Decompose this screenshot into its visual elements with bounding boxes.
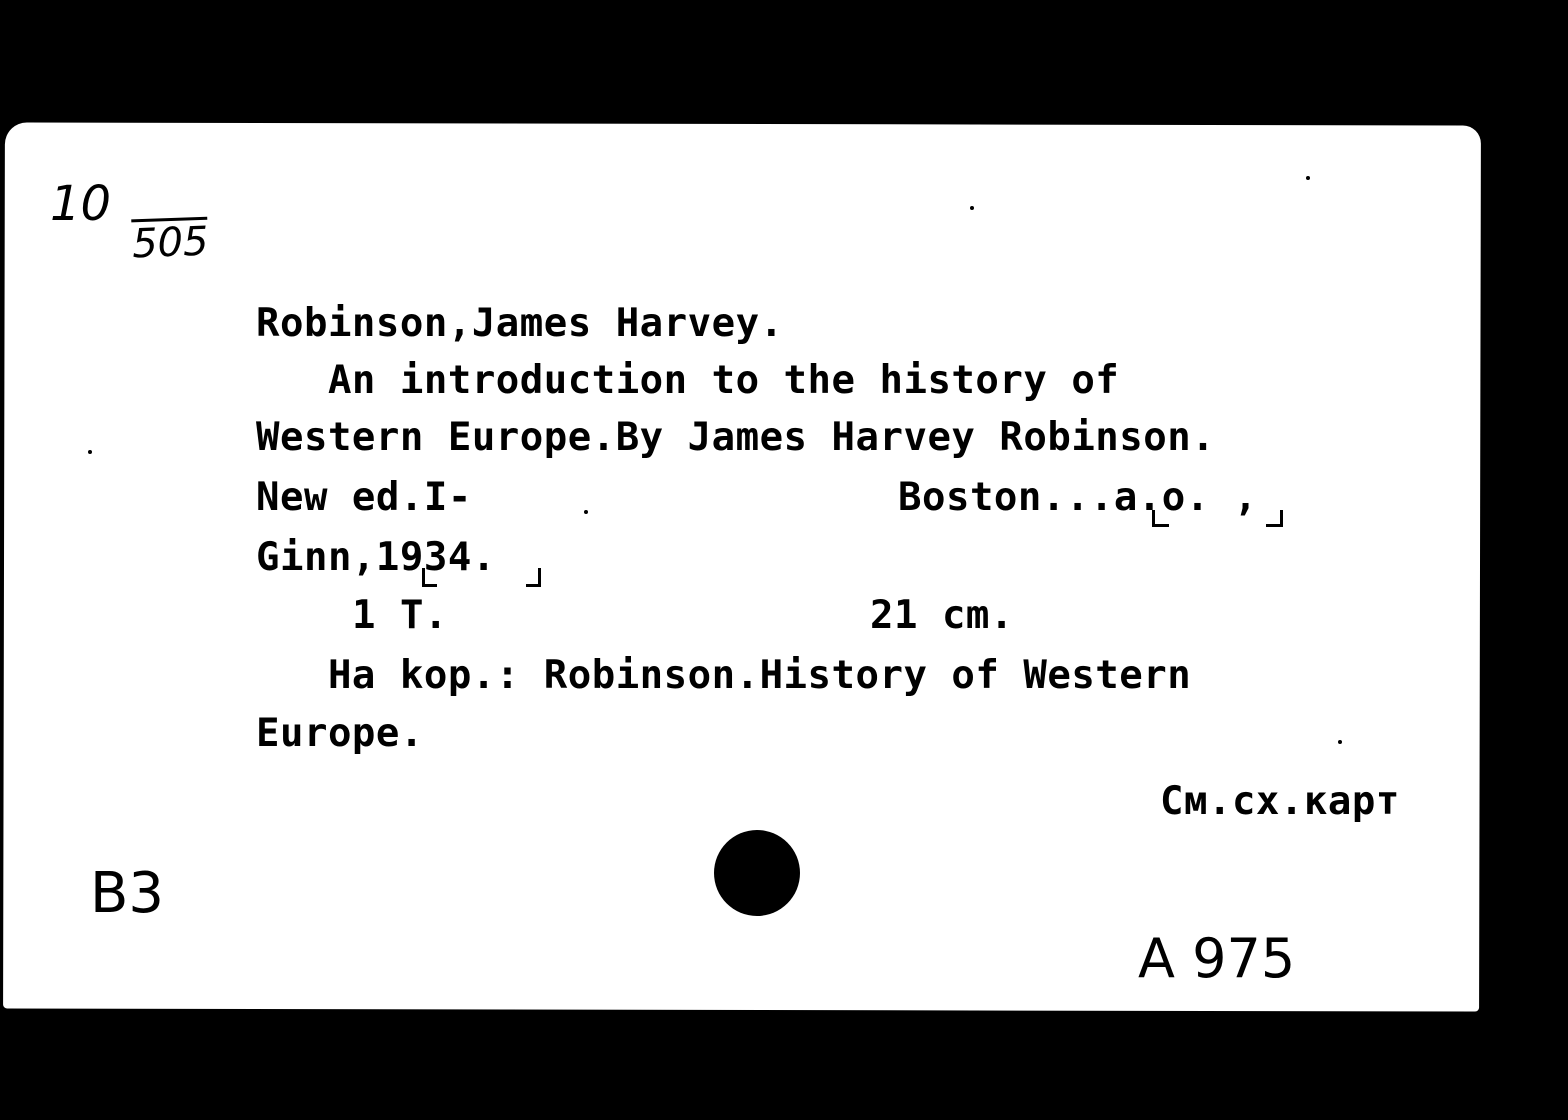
- inventory-number: A 975: [1138, 927, 1296, 990]
- punch-hole: [714, 830, 800, 916]
- title-line-1: An introduction to the history of: [256, 358, 1120, 403]
- spine-note-line-2: Europe.: [256, 711, 424, 756]
- call-number-top: 10: [50, 176, 112, 232]
- shelf-mark: B3: [90, 861, 165, 926]
- dust-speck: [1338, 740, 1342, 744]
- author-line: Robinson,James Harvey.: [256, 301, 784, 346]
- size-line: 21 cm.: [870, 593, 1014, 638]
- bracket-mark: [422, 568, 437, 587]
- spine-note-line-1: Ha kop.: Robinson.History of Western: [256, 653, 1192, 698]
- map-note: См.сх.карт: [1160, 779, 1400, 824]
- bracket-mark: [1152, 510, 1169, 527]
- publisher-line: Ginn,1934.: [256, 535, 496, 580]
- volume-line: 1 T.: [352, 593, 448, 638]
- bracket-mark: [526, 568, 541, 587]
- title-line-2: Western Europe.By James Harvey Robinson.: [256, 415, 1216, 460]
- dust-speck: [1306, 176, 1310, 180]
- dust-speck: [88, 450, 92, 454]
- place-line: Boston...a.o. ,: [898, 475, 1258, 520]
- bracket-mark: [1266, 510, 1283, 527]
- dust-speck: [970, 206, 974, 210]
- edition-line: New ed.I-: [256, 475, 472, 520]
- dust-speck: [584, 510, 588, 514]
- call-number-bottom: 505: [131, 218, 210, 268]
